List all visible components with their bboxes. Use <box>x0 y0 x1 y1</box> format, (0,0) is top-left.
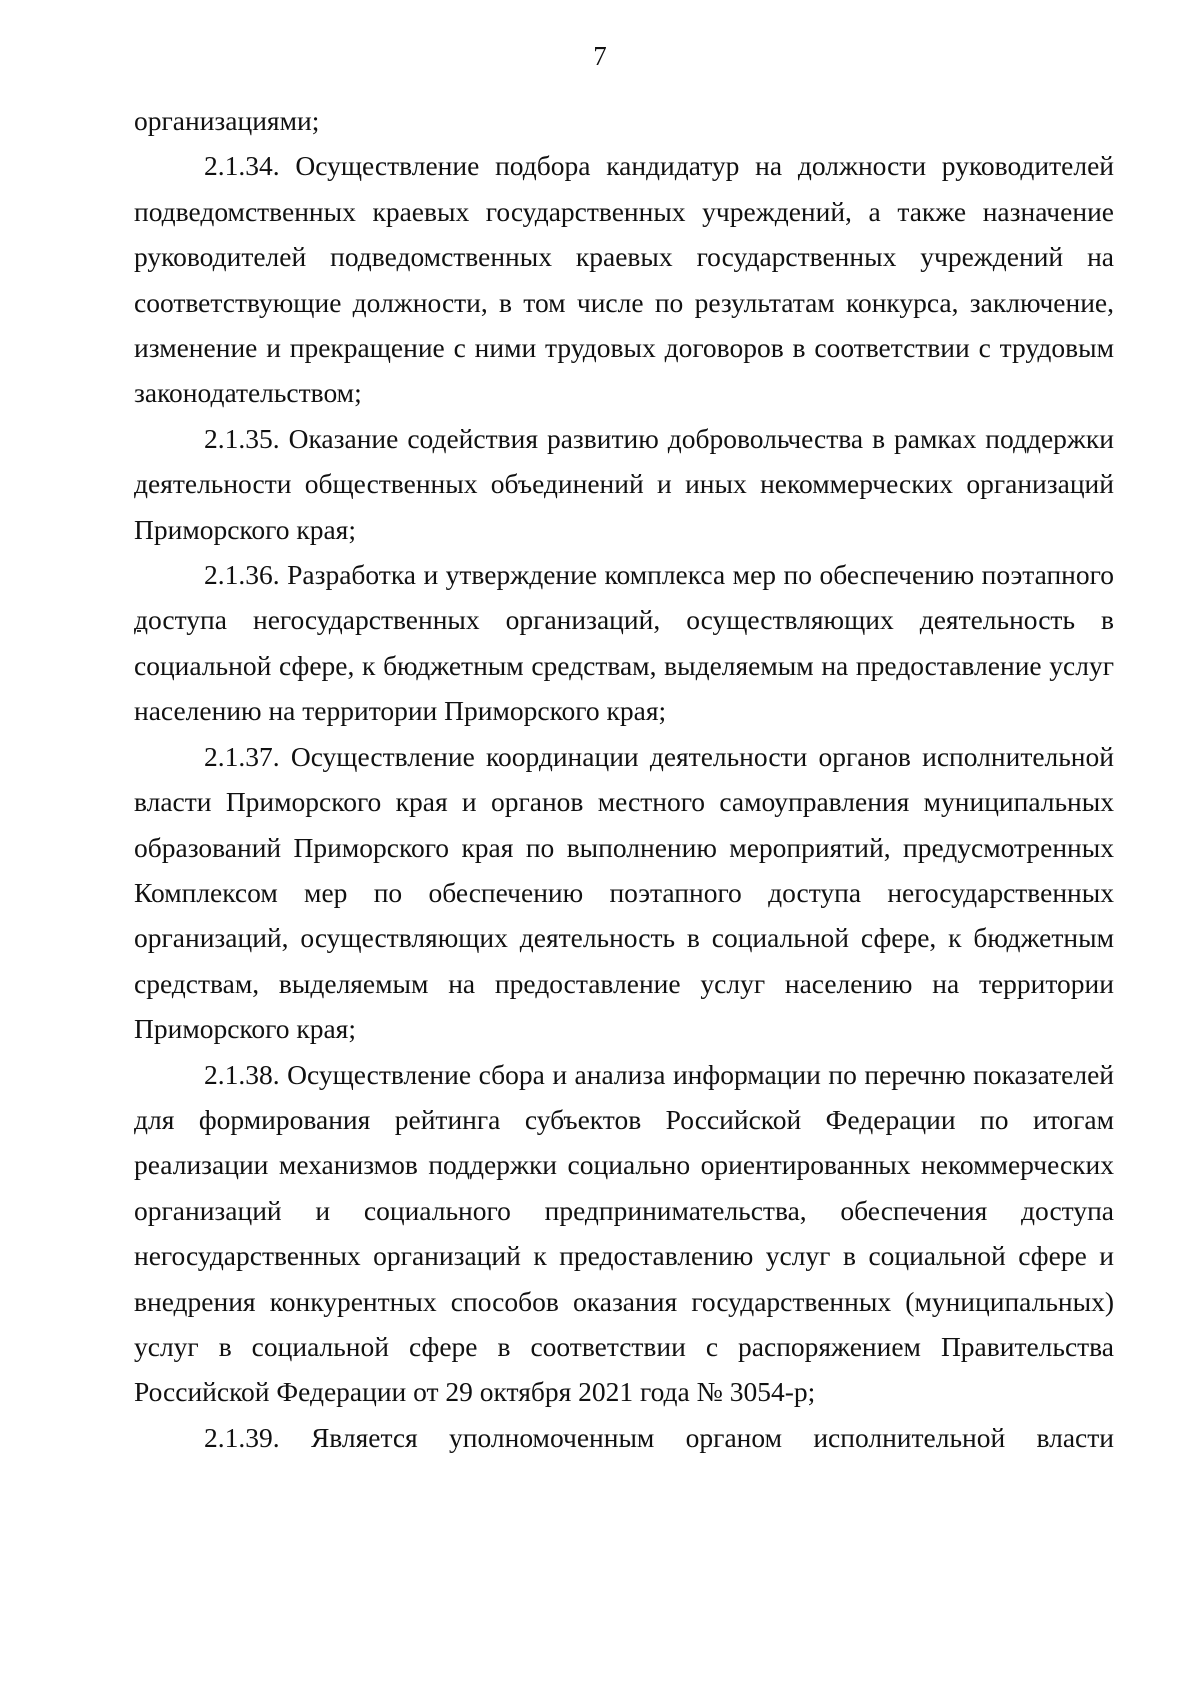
paragraph-2-1-38: 2.1.38. Осуществление сбора и анализа информации по перечню показателей для формирования рейтинга субъектов Российской Федерации по итогам реализации механизмов поддержки социально ориентированных некоммерческих организаций и социального предпринимательства, обеспечения доступа негосударственных организаций к предоставлению услуг в социальной сфере и внедрения конкурентных способов оказания государственных (муниципальных) услуг в социальной сфере в соответствии с распоряжением Правительства Российской Федерации от 29 октября 2021 года № 3054-р; <box>134 1058 1114 1408</box>
paragraph-2-1-34: 2.1.34. Осуществление подбора кандидатур на должности руководителей подведомственных краевых государственных учреждений, а также назначение руководителей подведомственных краевых государственных учреждений на соответствующие должности, в том числе по результатам конкурса, заключение, изменение и прекращение с ними трудовых договоров в соответствии с трудовым законодательством; <box>134 150 1114 409</box>
paragraph-2-1-36: 2.1.36. Разработка и утверждение комплекса мер по обеспечению поэтапного доступа негосударственных организаций, осуществляющих деятельность в социальной сфере, к бюджетным средствам, выделяемым на предоставление услуг населению на территории Приморского края; <box>134 559 1114 727</box>
paragraph-2-1-37: 2.1.37. Осуществление координации деятельности органов исполнительной власти Приморского края и органов местного самоуправления муниципальных образований Приморского края по выполнению мероприятий, предусмотренных Комплексом мер по обеспечению поэтапного доступа негосударственных организаций, осуществляющих деятельность в социальной сфере, к бюджетным средствам, выделяемым на предоставление услуг населению на территории Приморского края; <box>134 740 1114 1045</box>
paragraph-2-1-39: 2.1.39. Является уполномоченным органом исполнительной власти <box>204 1421 1114 1453</box>
paragraph-2-1-35: 2.1.35. Оказание содействия развитию добровольчества в рамках поддержки деятельности общественных объединений и иных некоммерческих организаций Приморского края; <box>134 422 1114 545</box>
document-body <box>134 98 1114 1460</box>
paragraph-continuation: организациями; <box>134 105 320 136</box>
page-number: 7 <box>593 41 607 71</box>
